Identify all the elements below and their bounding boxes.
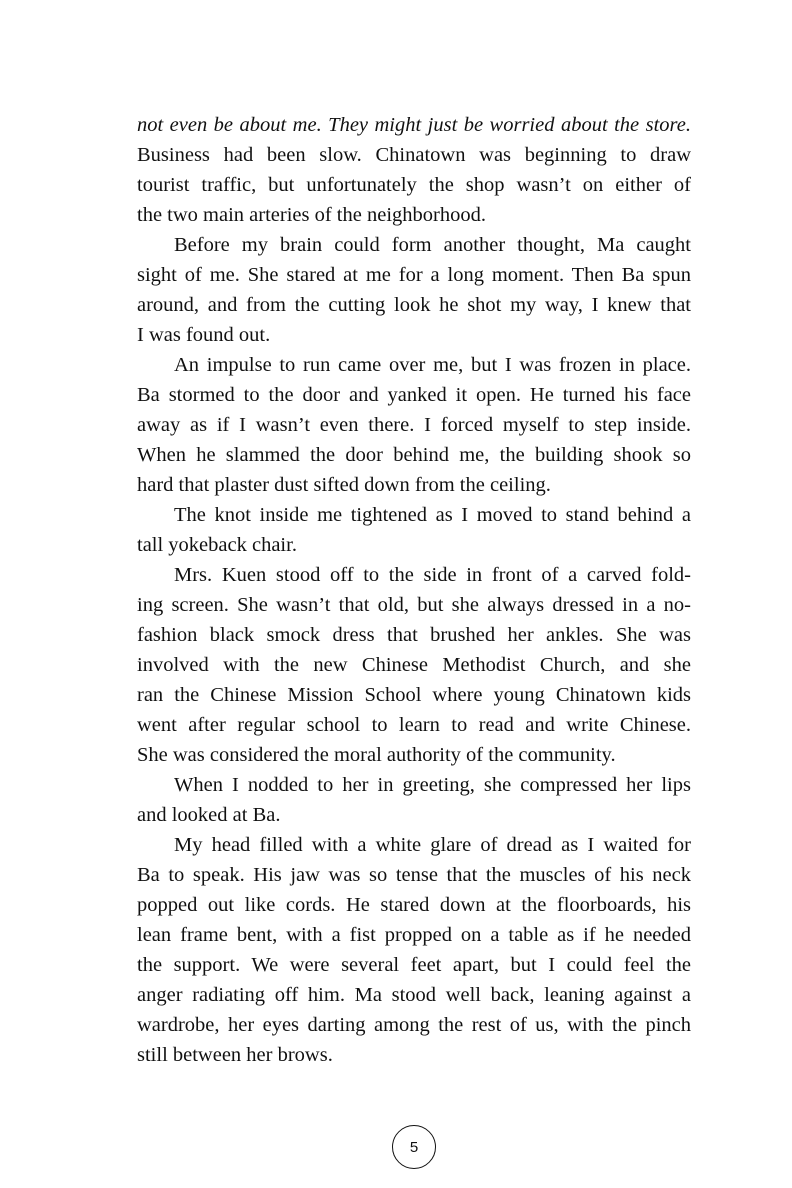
text-line: lean frame bent, with a fist propped on a table as if he needed [137,924,691,946]
page-number-badge [392,1125,436,1169]
text-column [137,110,691,1070]
text-line: popped out like cords. He stared down at the floorboards, his [137,894,691,916]
text-line: and looked at Ba. [137,804,281,826]
text-line: When he slammed the door behind me, the building shook so [137,444,691,466]
text-line: the support. We were several feet apart, but I could feel the [137,954,691,976]
text-line: tourist traffic, but unfortunately the shop wasn’t on either of [137,174,691,196]
text-line: went after regular school to learn to read and write Chinese. [137,714,691,736]
text-line: Ba to speak. His jaw was so tense that the muscles of his neck [137,864,691,886]
text-line: involved with the new Chinese Methodist Church, and she [137,654,691,676]
text-line: She was considered the moral authority of the community. [137,744,616,766]
text-line: Ba stormed to the door and yanked it open. He turned his face [137,384,691,406]
text-line: still between her brows. [137,1044,333,1066]
text-line: ran the Chinese Mission School where young Chinatown kids [137,684,691,706]
text-line: fashion black smock dress that brushed her ankles. She was [137,624,691,646]
text-line: away as if I wasn’t even there. I forced myself to step inside. [137,414,691,436]
text-line: not even be about me. They might just be worried about the store. [137,114,691,136]
page-body [137,110,691,1070]
text-line: hard that plaster dust sifted down from the ceiling. [137,474,551,496]
text-line: around, and from the cutting look he shot my way, I knew that [137,294,691,316]
text-line: I was found out. [137,324,271,346]
text-line: tall yokeback chair. [137,534,297,556]
text-line: the two main arteries of the neighborhood. [137,204,486,226]
text-line: Before my brain could form another thought, Ma caught [174,234,691,256]
page-number: 5 [409,1138,419,1156]
text-line: anger radiating off him. Ma stood well back, leaning against a [137,984,691,1006]
text-line: Business had been slow. Chinatown was beginning to draw [137,144,691,166]
text-line: When I nodded to her in greeting, she compressed her lips [174,774,691,796]
text-line: The knot inside me tightened as I moved to stand behind a [174,504,691,526]
text-line: ing screen. She wasn’t that old, but she always dressed in a no- [137,594,691,616]
text-line: My head filled with a white glare of dread as I waited for [174,834,691,856]
text-line: wardrobe, her eyes darting among the rest of us, with the pinch [137,1014,691,1036]
text-line: sight of me. She stared at me for a long moment. Then Ba spun [137,264,691,286]
text-line: Mrs. Kuen stood off to the side in front of a carved fold- [174,564,691,586]
text-line: An impulse to run came over me, but I was frozen in place. [174,354,691,376]
